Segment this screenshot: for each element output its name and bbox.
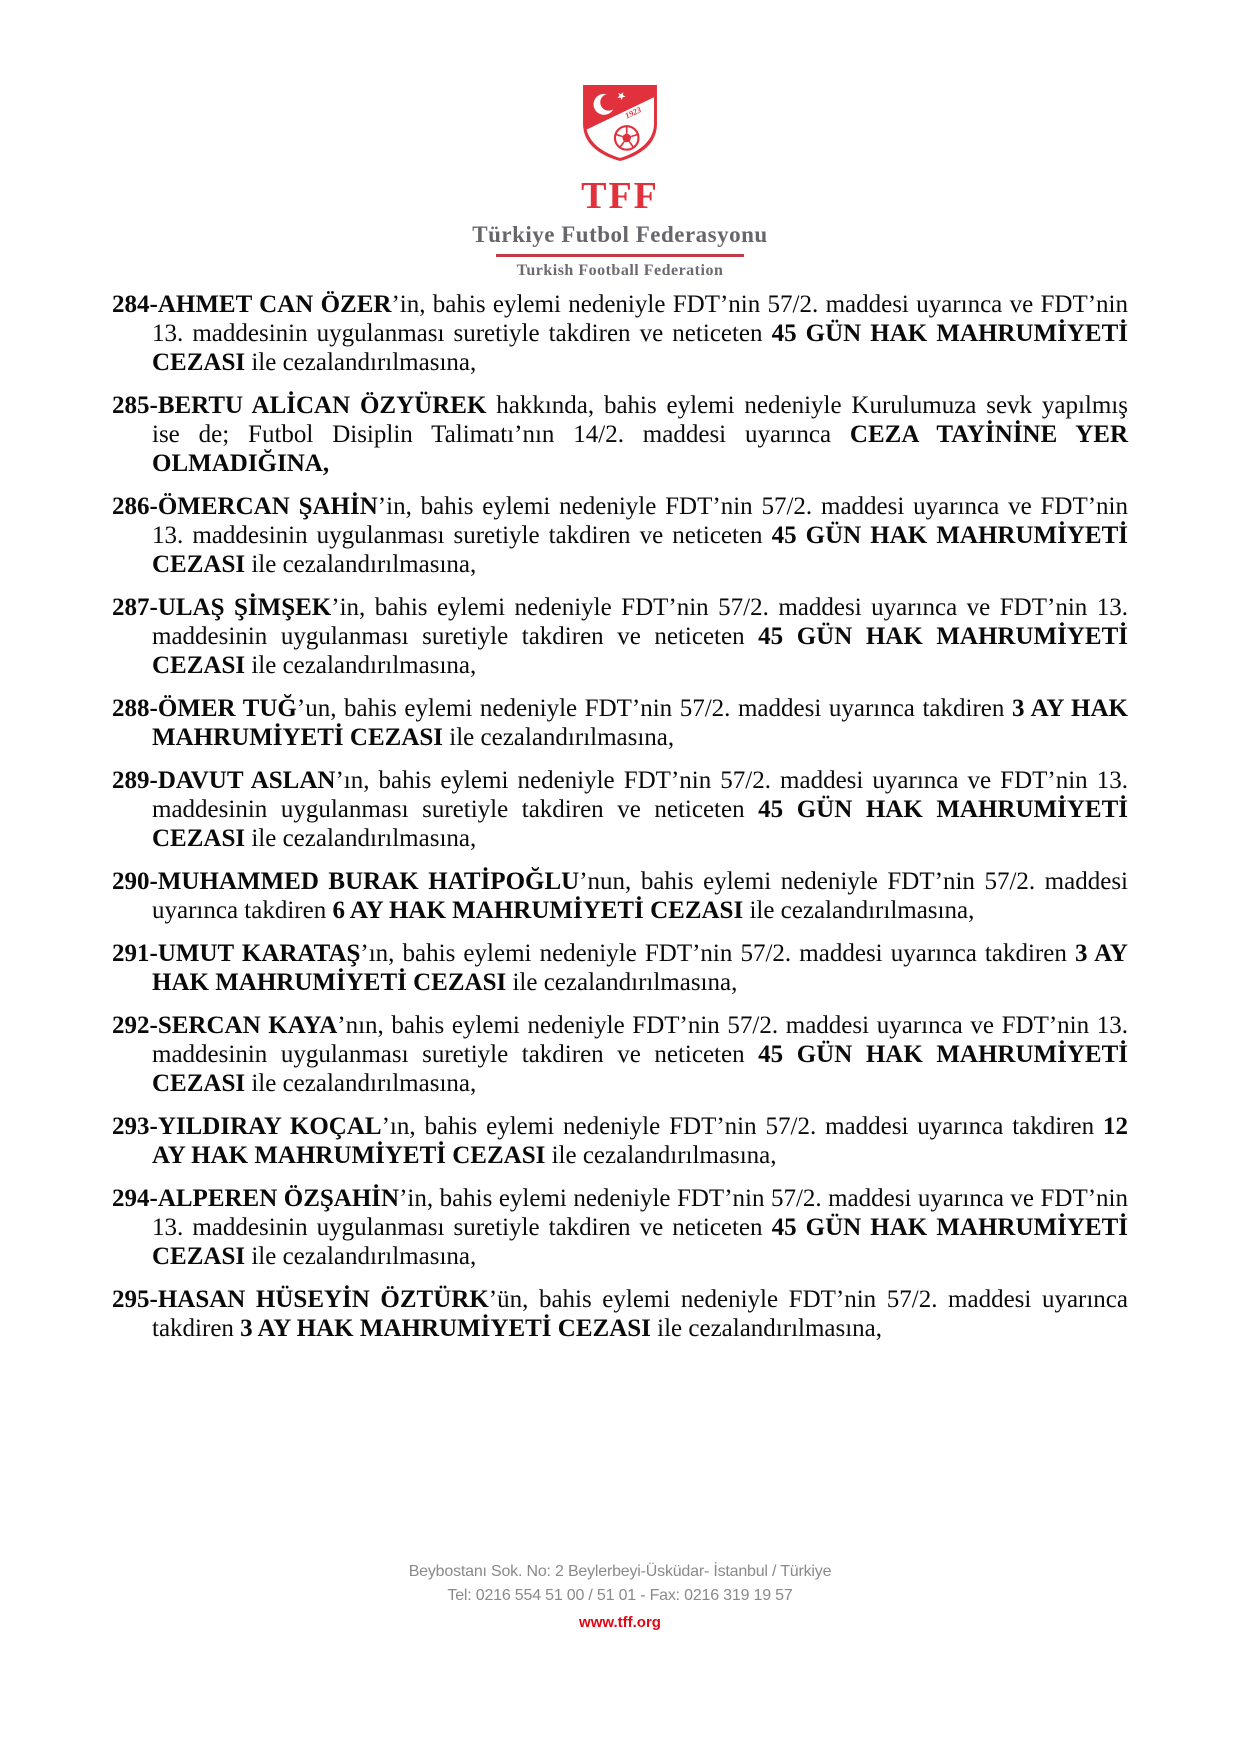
page-footer bbox=[0, 1560, 1240, 1635]
decision-text: ile cezalandırılmasına, bbox=[506, 969, 738, 996]
decision-emphasis: 45 GÜN HAK MAHRUMİYETİ CEZASI bbox=[152, 796, 1128, 852]
decision-emphasis: 45 GÜN HAK MAHRUMİYETİ CEZASI bbox=[152, 522, 1128, 578]
decision-emphasis: 6 AY HAK MAHRUMİYETİ CEZASI bbox=[332, 897, 744, 924]
footer-address: Beybostanı Sok. No: 2 Beylerbeyi-Üsküdar- İstanbul / Türkiye bbox=[408, 1563, 832, 1580]
decision-text: ’un, bahis eylemi nedeniyle FDT’nin 57/2. maddesi uyarınca takdiren bbox=[296, 695, 1012, 722]
decision-item bbox=[112, 694, 1128, 752]
decision-emphasis: 290-MUHAMMED BURAK HATİPOĞLU bbox=[112, 868, 580, 895]
decision-emphasis: 45 GÜN HAK MAHRUMİYETİ CEZASI bbox=[152, 320, 1128, 376]
federation-name-tr: Türkiye Futbol Federasyonu bbox=[472, 222, 768, 247]
decision-text: ile cezalandırılmasına, bbox=[245, 551, 477, 578]
decision-emphasis: 45 GÜN HAK MAHRUMİYETİ CEZASI bbox=[152, 1041, 1128, 1097]
tff-wordmark: TFF bbox=[581, 175, 659, 217]
decision-emphasis: 45 GÜN HAK MAHRUMİYETİ CEZASI bbox=[152, 623, 1128, 679]
decision-text: ’ün, bahis eylemi nedeniyle FDT’nin 57/2. maddesi uyarınca takdiren bbox=[152, 1286, 1129, 1342]
decision-text: ile cezalandırılmasına, bbox=[245, 1070, 477, 1097]
decision-emphasis: 3 AY HAK MAHRUMİYETİ CEZASI bbox=[152, 940, 1128, 996]
decision-emphasis: 3 AY HAK MAHRUMİYETİ CEZASI bbox=[152, 695, 1129, 751]
founded-year: 1923 bbox=[623, 105, 643, 121]
decision-emphasis: 289-DAVUT ASLAN bbox=[112, 767, 336, 794]
decision-text: ’nun, bahis eylemi nedeniyle FDT’nin 57/2. maddesi uyarınca takdiren bbox=[152, 868, 1128, 924]
letterhead bbox=[0, 0, 1240, 280]
header-divider bbox=[496, 254, 744, 257]
decision-item bbox=[112, 939, 1128, 997]
decision-emphasis: 284-AHMET CAN ÖZER bbox=[112, 291, 392, 318]
footer-phone: Tel: 0216 554 51 00 / 51 01 - Fax: 0216 319 19 57 bbox=[447, 1587, 793, 1604]
football-icon bbox=[615, 126, 639, 150]
decision-text: ’in, bahis eylemi nedeniyle FDT’nin 57/2. maddesi uyarınca ve FDT’nin 13. maddesinin uygulanması suretiyle takdiren ve neticeten bbox=[152, 594, 1128, 650]
decision-text: ’in, bahis eylemi nedeniyle FDT’nin 57/2. maddesi uyarınca ve FDT’nin 13. maddesinin uygulanması suretiyle takdiren ve neticeten bbox=[152, 493, 1129, 549]
decision-text: ile cezalandırılmasına, bbox=[650, 1315, 883, 1342]
decision-text: ile cezalandırılmasına, bbox=[245, 349, 477, 376]
decision-emphasis: 293-YILDIRAY KOÇAL bbox=[112, 1113, 382, 1140]
decision-text: ’in, bahis eylemi nedeniyle FDT’nin 57/2. maddesi uyarınca ve FDT’nin 13. maddesinin uygulanması suretiyle takdiren ve neticeten bbox=[152, 1185, 1129, 1241]
decision-text: ’in, bahis eylemi nedeniyle FDT’nin 57/2. maddesi uyarınca ve FDT’nin 13. maddesinin uygulanması suretiyle takdiren ve neticeten bbox=[152, 291, 1128, 347]
decision-list bbox=[112, 290, 1128, 1343]
federation-name-en: Turkish Football Federation bbox=[516, 262, 724, 279]
decision-item bbox=[112, 1112, 1128, 1170]
decision-item bbox=[112, 1285, 1128, 1343]
decision-text: ’ın, bahis eylemi nedeniyle FDT’nin 57/2. maddesi uyarınca ve FDT’nin 13. maddesinin uygulanması suretiyle takdiren ve neticeten bbox=[152, 767, 1128, 823]
decision-item bbox=[112, 492, 1128, 579]
footer-website-link[interactable]: www.tff.org bbox=[579, 1614, 661, 1631]
decision-text: ile cezalandırılmasına, bbox=[245, 825, 477, 852]
decision-item bbox=[112, 766, 1128, 853]
decision-emphasis: CEZA TAYİNİNE YER OLMADIĞINA, bbox=[152, 421, 1129, 477]
decision-item bbox=[112, 1011, 1128, 1098]
decision-text: ’ın, bahis eylemi nedeniyle FDT’nin 57/2. maddesi uyarınca takdiren bbox=[360, 940, 1075, 967]
decision-text: ile cezalandırılmasına, bbox=[245, 1243, 477, 1270]
decision-text: hakkında, bahis eylemi nedeniyle Kurulumuza sevk yapılmış ise de; Futbol Disiplin Talimatı’nın 14/2. maddesi uyarınca bbox=[152, 392, 1128, 448]
decision-emphasis: 294-ALPEREN ÖZŞAHİN bbox=[112, 1185, 400, 1212]
decision-emphasis: 295-HASAN HÜSEYİN ÖZTÜRK bbox=[112, 1286, 489, 1313]
decision-emphasis: 291-UMUT KARATAŞ bbox=[112, 940, 361, 967]
decision-emphasis: 3 AY HAK MAHRUMİYETİ CEZASI bbox=[240, 1315, 651, 1342]
decision-item bbox=[112, 867, 1128, 925]
decision-text: ’nın, bahis eylemi nedeniyle FDT’nin 57/2. maddesi uyarınca ve FDT’nin 13. maddesinin uygulanması suretiyle takdiren ve neticeten bbox=[152, 1012, 1129, 1068]
decision-emphasis: 292-SERCAN KAYA bbox=[112, 1012, 338, 1039]
decision-emphasis: 287-ULAŞ ŞİMŞEK bbox=[112, 594, 332, 621]
decision-text: ile cezalandırılmasına, bbox=[545, 1142, 777, 1169]
decision-emphasis: 12 AY HAK MAHRUMİYETİ CEZASI bbox=[152, 1113, 1129, 1169]
decision-text: ’ın, bahis eylemi nedeniyle FDT’nin 57/2. maddesi uyarınca takdiren bbox=[381, 1113, 1104, 1140]
decision-item bbox=[112, 391, 1128, 478]
decision-text: ile cezalandırılmasına, bbox=[245, 652, 477, 679]
decision-item bbox=[112, 1184, 1128, 1271]
tff-crest-logo bbox=[578, 78, 662, 166]
decision-item bbox=[112, 290, 1128, 377]
decision-emphasis: 288-ÖMER TUĞ bbox=[112, 695, 297, 722]
decision-emphasis: 285-BERTU ALİCAN ÖZYÜREK bbox=[112, 392, 487, 419]
decision-text: ile cezalandırılmasına, bbox=[443, 724, 675, 751]
decision-item bbox=[112, 593, 1128, 680]
decision-emphasis: 45 GÜN HAK MAHRUMİYETİ CEZASI bbox=[152, 1214, 1128, 1270]
decision-emphasis: 286-ÖMERCAN ŞAHİN bbox=[112, 493, 378, 520]
decision-text: ile cezalandırılmasına, bbox=[743, 897, 975, 924]
